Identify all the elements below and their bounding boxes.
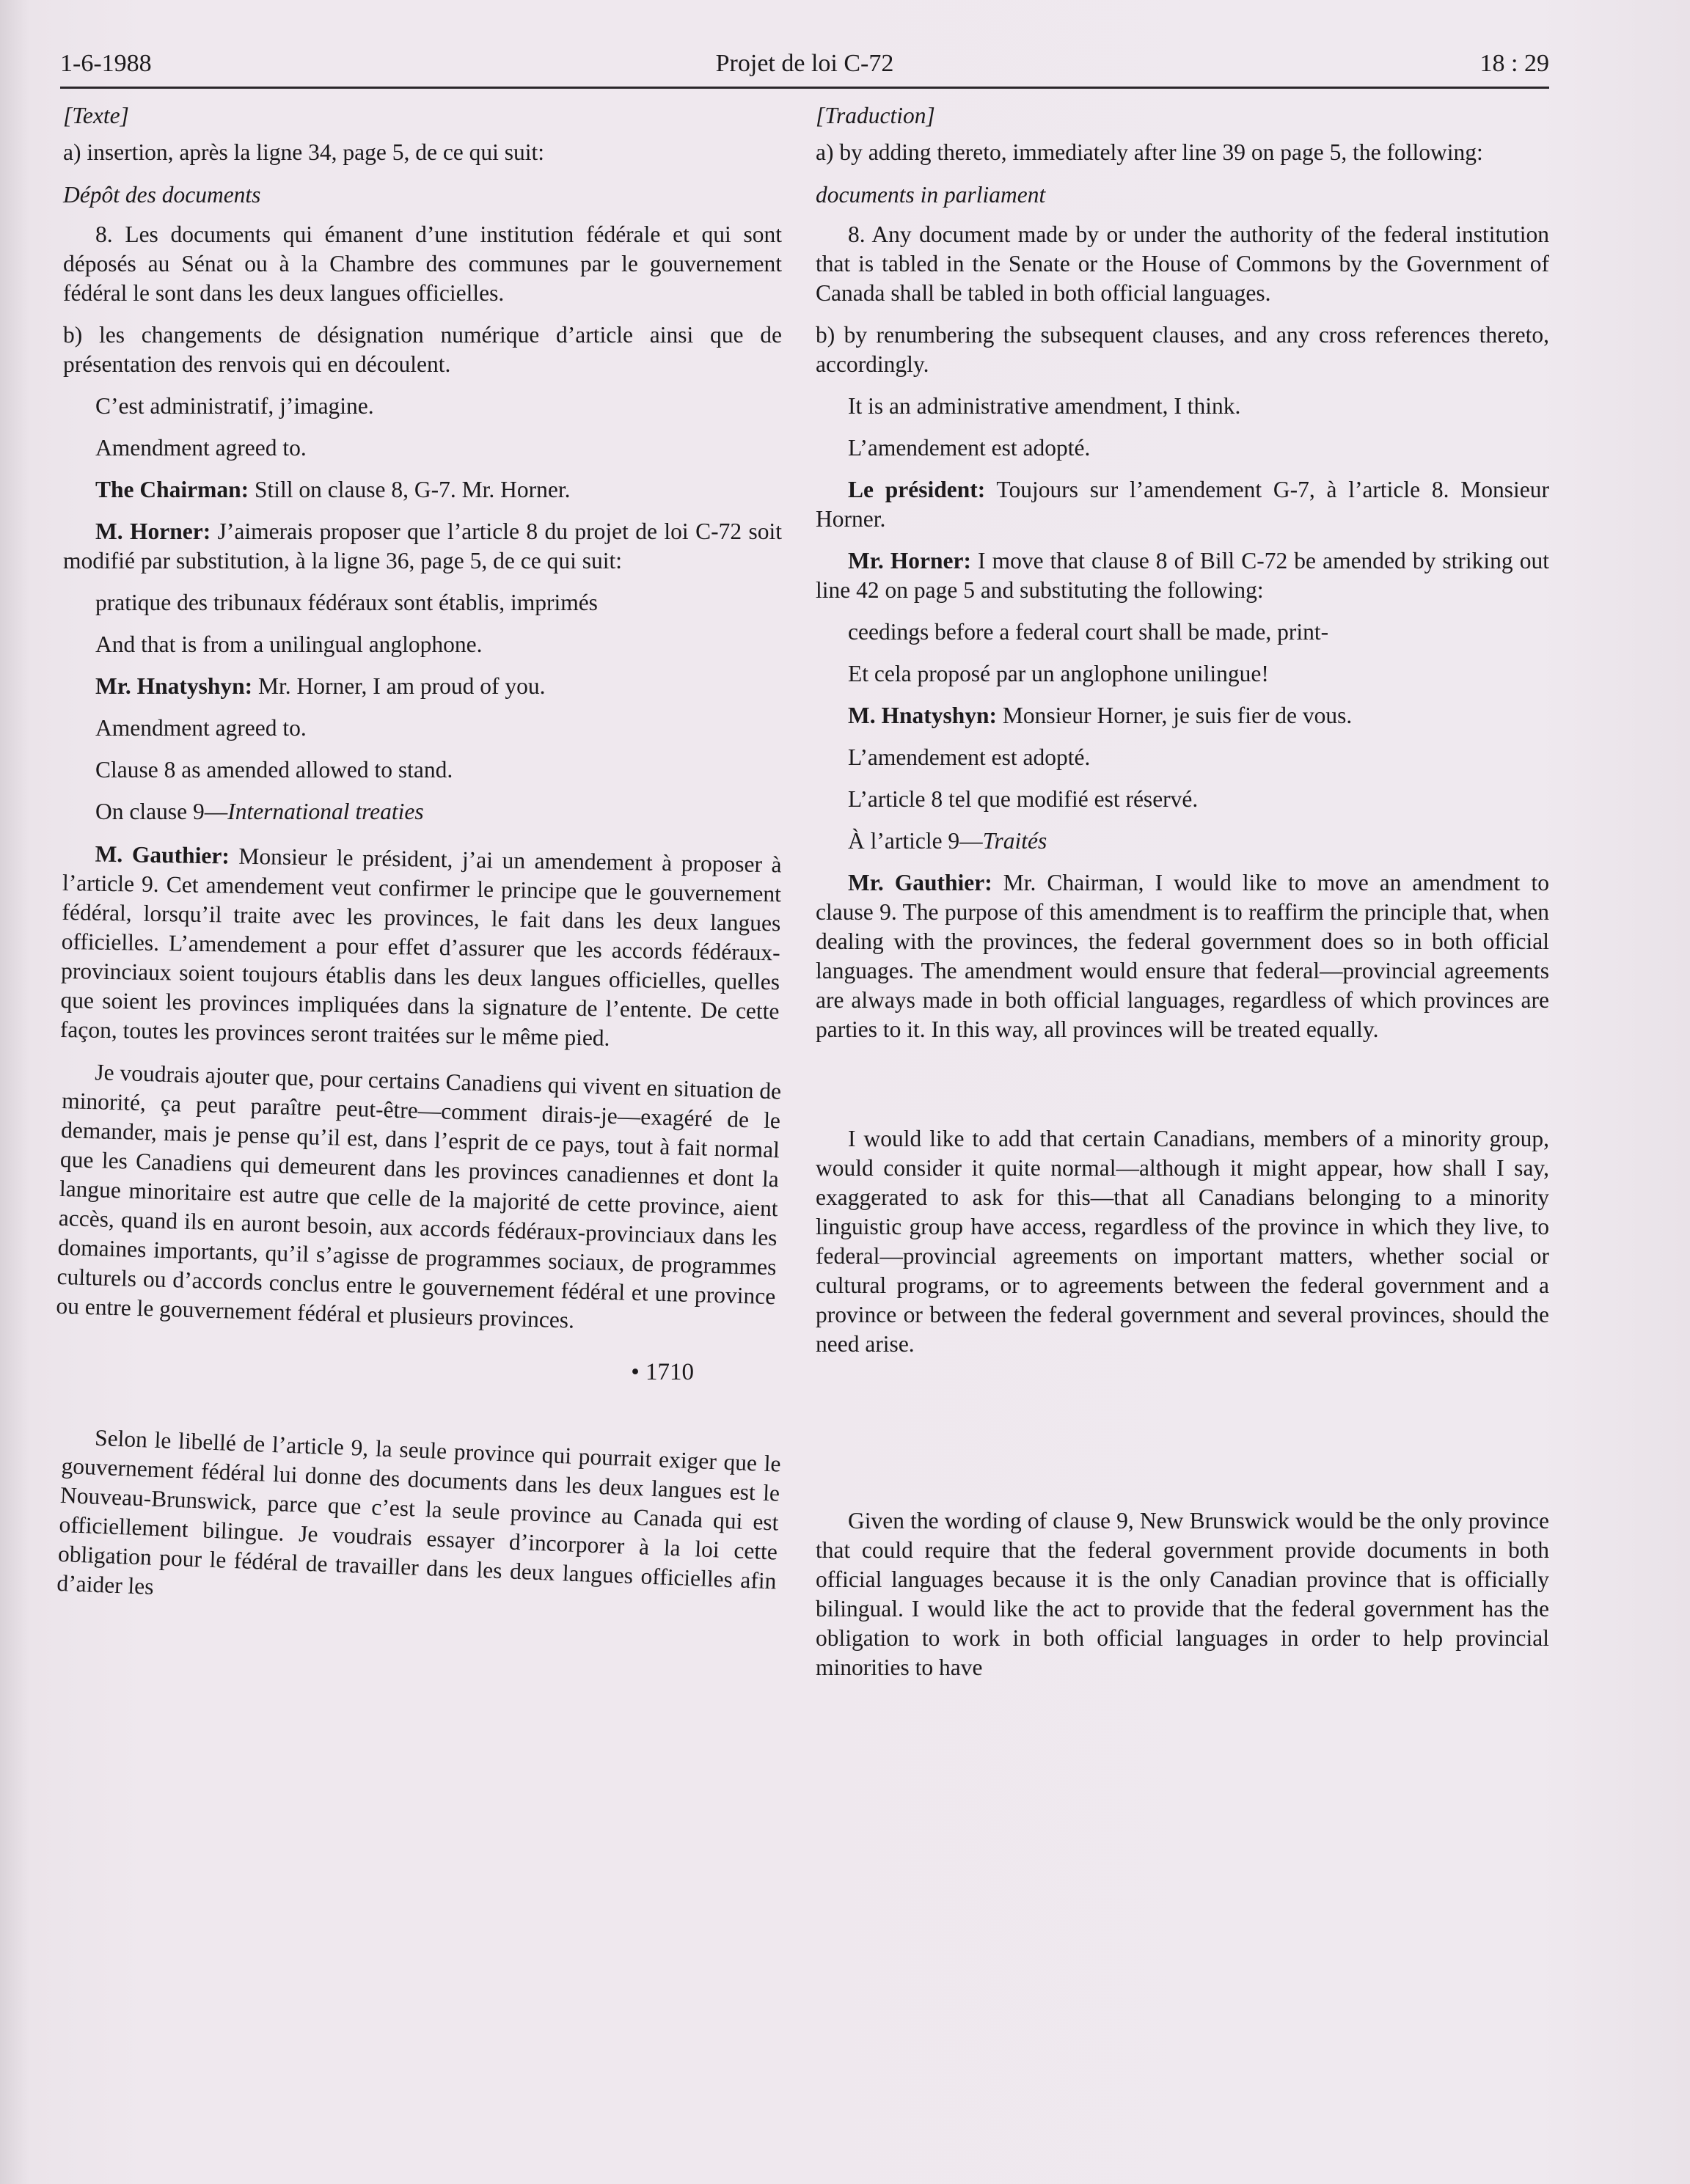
page-header xyxy=(60,45,1549,89)
left-paragraph: Amendment agreed to. xyxy=(95,435,307,461)
right-paragraph: Given the wording of clause 9, New Brunswick would be the only province that could require that the federal government provide documents in both official languages because it is the only Canadian province that is officially bilingual. I would like the act to provide that the federal government has the obligation to work in both official languages in order to help provincial minorities to have xyxy=(816,1508,1549,1680)
speech-text: I move that clause 8 of Bill C-72 be amended by striking out line 42 on page 5 and substituting the following: xyxy=(816,548,1549,603)
column-gap xyxy=(816,1057,1549,1124)
left-paragraph: a) insertion, après la ligne 34, page 5, de ce qui suit: xyxy=(63,139,545,165)
speech-text: Mr. Horner, I am proud of you. xyxy=(252,673,546,699)
speech-text: Mr. Chairman, I would like to move an amendment to clause 9. The purpose of this amendment is to reaffirm the principle that, when dealing with the provinces, the federal government does so in both official languages. The amendment would ensure that federal—provincial agreements are always made in both official languages, regardless of which provinces are parties to it. In this way, all provinces will be treated equally. xyxy=(816,870,1549,1042)
left-speech xyxy=(63,517,782,576)
left-subheading: Dépôt des documents xyxy=(63,182,261,208)
speaker-name: Mr. Hnatyshyn: xyxy=(95,673,253,699)
left-tag: [Texte] xyxy=(63,103,129,128)
right-clause-heading xyxy=(816,827,1549,856)
right-paragraph: a) by adding thereto, immediately after line 39 on page 5, the following: xyxy=(816,139,1483,165)
clause-heading-text: On clause 9— xyxy=(95,799,228,824)
right-paragraph: L’amendement est adopté. xyxy=(848,435,1091,461)
speech-text: J’aimerais proposer que l’article 8 du projet de loi C-72 soit modifié par substitution, à la ligne 36, page 5, de ce qui suit: xyxy=(63,518,782,574)
right-subheading: documents in parliament xyxy=(816,182,1046,208)
left-paragraph: 8. Les documents qui émanent d’une institution fédérale et qui sont déposés au Sénat ou à la Chambre des communes par le gouvernement fédéral le sont dans les deux langues officielles. xyxy=(63,221,782,306)
left-speech xyxy=(60,839,782,1055)
right-paragraph: I would like to add that certain Canadians, members of a minority group, would consider it quite normal—although it might appear, how shall I say, exaggerated to ask for this—that all Canadians belonging to a minority linguistic group have access, regardless of the province in which they live, to federal—provincial agreements on important matters, whether social or cultural programs, or to agreements between the federal government and a province or between the federal government and several provinces, should the need arise. xyxy=(816,1126,1549,1357)
left-paragraph: C’est administratif, j’imagine. xyxy=(95,393,374,419)
speaker-name: M. Hnatyshyn: xyxy=(848,703,998,728)
right-paragraph: b) by renumbering the subsequent clauses, and any cross references thereto, accordingly. xyxy=(816,322,1549,377)
right-quote: ceedings before a federal court shall be made, print- xyxy=(848,619,1329,645)
right-column xyxy=(816,101,1549,1695)
left-paragraph: Amendment agreed to. xyxy=(95,715,307,741)
left-paragraph: Je voudrais ajouter que, pour certains Canadiens qui vivent en situation de minorité, ça peut paraître peut-être—comment dirais-je—exagéré de le demander, mais je pense qu’il est, dans l’esprit de ce pays, tout à fait normal que les Canadiens qui demeurent dans les provinces canadiennes et dont la langue minoritaire est autre que celle de la majorité de cette province, aient accès, quand ils en auront besoin, aux accords fédéraux-provinciaux dans les domaines importants, qu’il s’agisse de programmes sociaux, de programmes culturels ou d’accords conclus entre le gouvernement fédéral et une province ou entre le gouvernement fédéral et plusieurs provinces. xyxy=(56,1059,782,1333)
header-rule xyxy=(60,87,1549,89)
left-paragraph: Selon le libellé de l’article 9, la seule province qui pourrait exiger que le gouvernement fédéral lui donne des documents dans les deux langues est le Nouveau-Brunswick, parce que c’est la seule province au Canada qui est officiellement bilingue. Je voudrais essayer d’incorporer à la loi cette obligation pour le fédéral de travailler dans les deux langues officielles afin d’aider les xyxy=(56,1424,782,1599)
speaker-name: Mr. Horner: xyxy=(848,548,971,574)
speech-text: Toujours sur l’amendement G-7, à l’article 8. Monsieur Horner. xyxy=(816,477,1549,532)
speech-text: Monsieur le président, j’ai un amendement à proposer à l’article 9. Cet amendement veut confirmer le principe que le gouvernement fédéral, lorsqu’il traite avec les provinces, le fait dans les deux langues officielles. L’amendement a pour effet d’assurer que les accords fédéraux-provinciaux soient toujours établis dans les deux langues officielles, quelles que soient les provinces impliquées dans la signature de l’entente. De cette façon, toutes les provinces seront traitées sur le même pied. xyxy=(59,843,782,1051)
right-speech xyxy=(816,475,1549,534)
left-speech xyxy=(63,475,782,505)
speech-text: Monsieur Horner, je suis fier de vous. xyxy=(997,703,1353,728)
right-paragraph: Et cela proposé par un anglophone unilingue! xyxy=(848,661,1269,686)
header-page-number: 18 : 29 xyxy=(1479,50,1549,77)
clause-heading-text: À l’article 9— xyxy=(848,828,983,854)
speaker-name: Le président: xyxy=(848,477,986,502)
right-paragraph: 8. Any document made by or under the authority of the federal institution that is tabled in the Senate or the House of Commons by the Government of Canada shall be tabled in both official languages. xyxy=(816,221,1549,306)
speaker-name: M. Horner: xyxy=(95,518,211,544)
right-paragraph: It is an administrative amendment, I think. xyxy=(848,393,1241,419)
right-paragraph: L’article 8 tel que modifié est réservé. xyxy=(848,786,1199,812)
speaker-name: Mr. Gauthier: xyxy=(848,870,992,895)
speech-text: Still on clause 8, G-7. Mr. Horner. xyxy=(249,477,571,502)
clause-heading-title: Traités xyxy=(982,828,1047,854)
speaker-name: The Chairman: xyxy=(95,477,249,502)
left-paragraph: b) les changements de désignation numérique d’article ainsi que de présentation des renvois qui en découlent. xyxy=(63,322,782,377)
right-paragraph: L’amendement est adopté. xyxy=(848,744,1091,770)
header-title: Projet de loi C-72 xyxy=(715,50,894,77)
left-paragraph: And that is from a unilingual anglophone. xyxy=(95,631,483,657)
left-quote: pratique des tribunaux fédéraux sont établis, imprimés xyxy=(95,590,598,615)
left-clause-heading xyxy=(63,797,782,827)
speaker-name: M. Gauthier: xyxy=(95,840,230,869)
right-speech xyxy=(816,546,1549,605)
left-column xyxy=(56,101,782,1610)
right-speech xyxy=(816,868,1549,1044)
left-speech xyxy=(63,672,782,701)
clause-heading-title: International treaties xyxy=(227,799,424,824)
right-speech xyxy=(816,701,1549,730)
time-marker: • 1710 xyxy=(631,1359,694,1385)
right-tag: [Traduction] xyxy=(816,103,935,128)
left-paragraph: Clause 8 as amended allowed to stand. xyxy=(95,757,453,783)
header-date: 1-6-1988 xyxy=(60,50,152,77)
column-gap xyxy=(816,1371,1549,1506)
